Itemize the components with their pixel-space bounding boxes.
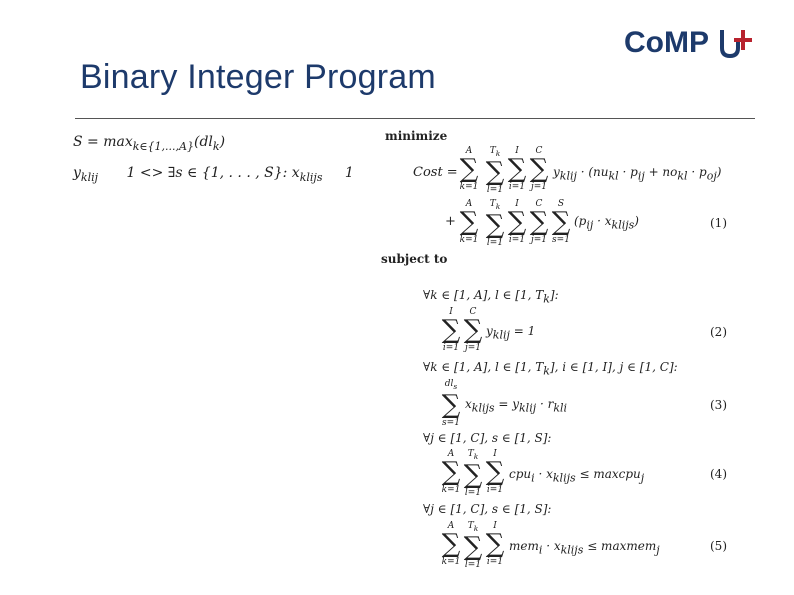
constraint-3-body: $x_{klijs} = y_{klij} \cdot r_{kli}$ [465,397,568,415]
page-title: Binary Integer Program [80,58,436,96]
definition-y: $y_{klij}$ 1 <> ∃s ∈ {1, . . . , S}: $x_{klijs}$ 1 [73,165,354,184]
plus-sign: + [445,214,456,229]
cost-term-2: $(p_{ij} \cdot x_{klijs})$ [574,214,639,232]
cost-term-1: $y_{klij} \cdot (nu_{kl} \cdot p_{ij} + no_{kl} \cdot p_{oj})$ [553,165,722,183]
constraint-5-body: $mem_i \cdot x_{klijs}$ ≤ maxmem$_j$ [509,539,660,557]
equation-label-1: (1) [710,216,727,230]
constraint-5-quantifier: ∀j ∈ [1, C], s ∈ [1, S]: [423,502,552,516]
subject-to-label: subject to [381,252,448,266]
logo-text: CoMP [624,26,709,59]
constraint-3-quantifier: ∀k ∈ [1, A], l ∈ [1, $T_k$], i ∈ [1, I], j ∈ [1, C]: [423,360,678,378]
title-divider [75,118,755,119]
comp-logo [622,20,757,64]
equation-label-5: (5) [710,539,727,553]
definition-s: $S = \max_{k\in\{1,...,A\}}(dl_k)$ [73,134,226,153]
constraint-4-quantifier: ∀j ∈ [1, C], s ∈ [1, S]: [423,431,552,445]
comp-logo-icon [622,20,757,60]
minimize-label: minimize [385,129,448,143]
constraint-4-body: $cpu_i \cdot x_{klijs}$ ≤ maxcpu$_j$ [509,467,645,485]
constraint-2-quantifier: ∀k ∈ [1, A], l ∈ [1, $T_k$]: [423,288,559,306]
equation-label-4: (4) [710,467,727,481]
equation-label-3: (3) [710,398,727,412]
constraint-2-body: $y_{klij} = 1$ [486,324,536,342]
cost-label: Cost = [413,165,458,180]
equation-label-2: (2) [710,325,727,339]
